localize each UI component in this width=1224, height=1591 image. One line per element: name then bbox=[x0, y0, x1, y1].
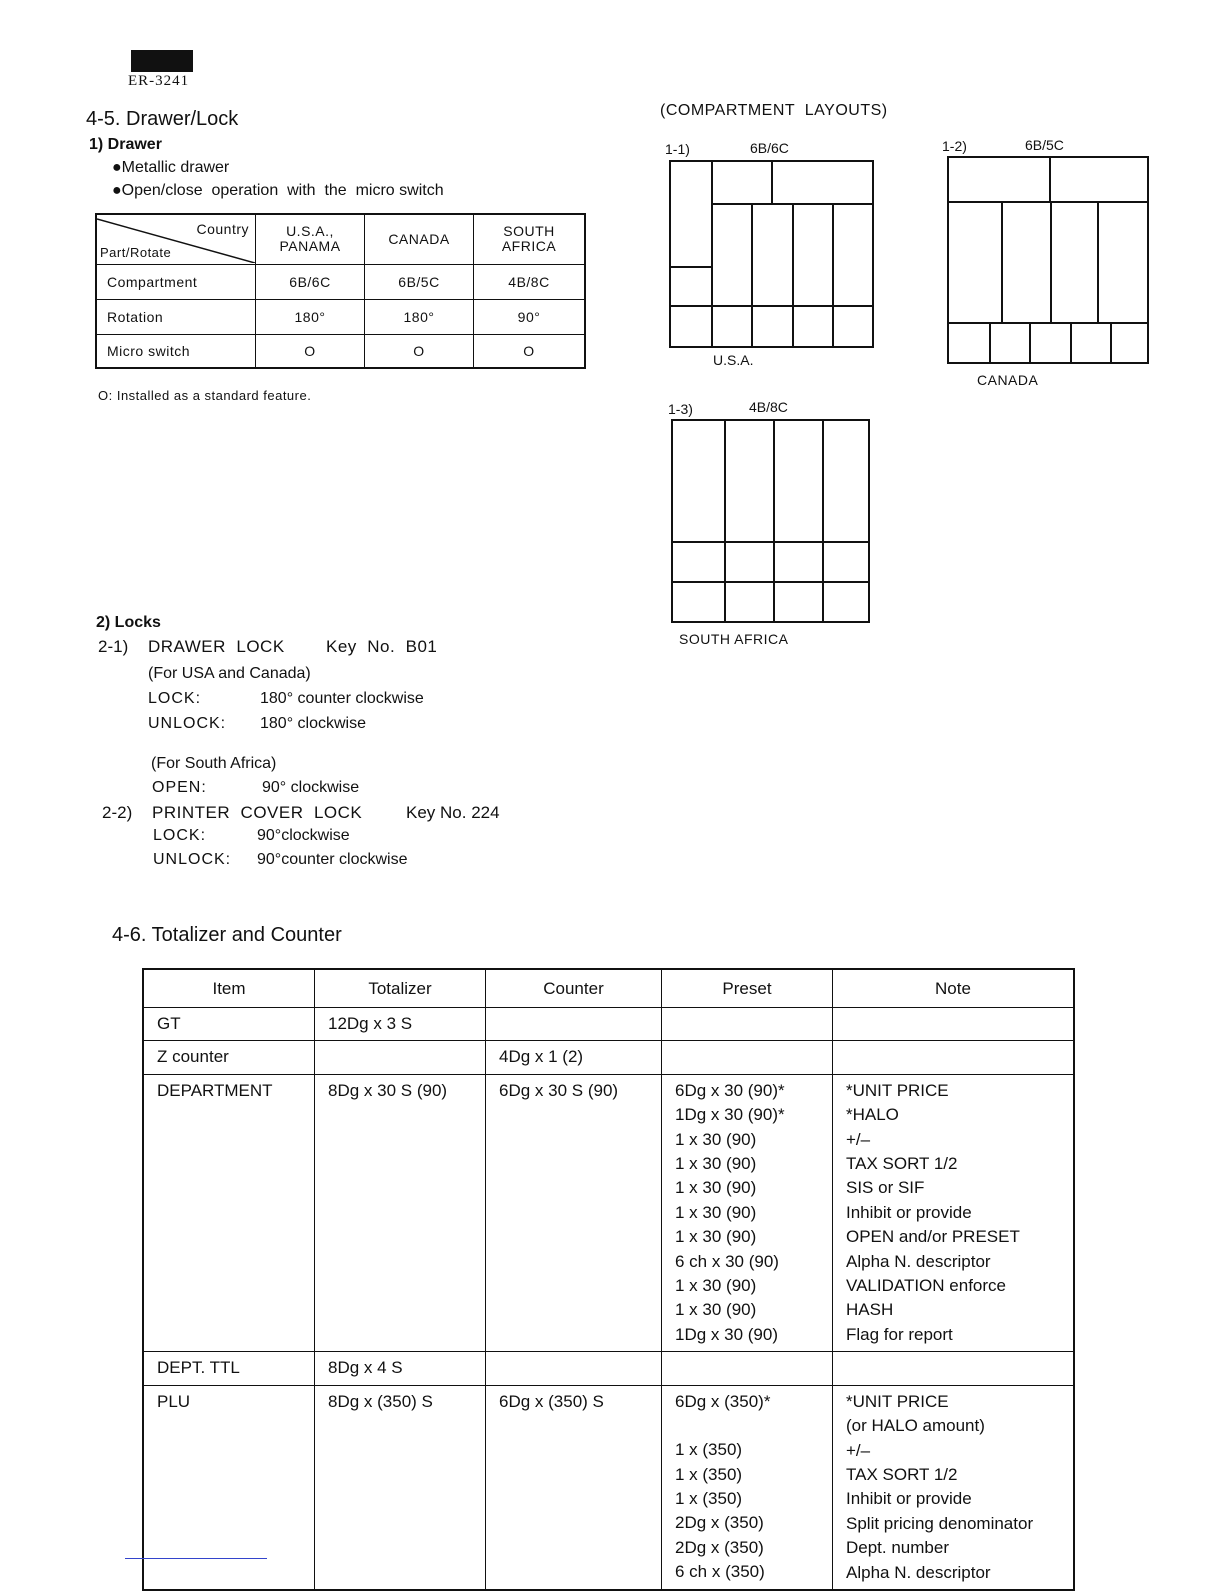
layout-usa-drawer bbox=[669, 160, 874, 348]
divider bbox=[711, 162, 713, 348]
preset-line: 2Dg x (350) bbox=[675, 1537, 764, 1557]
row-item: Z counter bbox=[143, 1041, 315, 1074]
row-item: DEPARTMENT bbox=[143, 1074, 315, 1351]
divider bbox=[724, 421, 726, 623]
divider bbox=[1110, 322, 1112, 364]
lock1-unlock-label: UNLOCK: bbox=[148, 715, 227, 732]
divider bbox=[673, 541, 870, 543]
divider bbox=[822, 421, 824, 623]
divider bbox=[989, 322, 991, 364]
note-line: VALIDATION enforce bbox=[846, 1276, 1006, 1296]
divider bbox=[673, 581, 870, 583]
row-preset bbox=[662, 1352, 833, 1385]
preset-line: 1 x 30 (90) bbox=[675, 1129, 757, 1149]
table-row bbox=[143, 1074, 1074, 1351]
divider bbox=[773, 421, 775, 623]
cell-value: 6B/6C bbox=[256, 264, 365, 299]
header-totalizer: Totalizer bbox=[315, 969, 486, 1008]
lock1-open-label: OPEN: bbox=[152, 779, 207, 796]
preset-line: 6 ch x 30 (90) bbox=[675, 1251, 779, 1271]
table-header-row bbox=[143, 969, 1074, 1008]
note-line: *HALO bbox=[846, 1105, 899, 1125]
table-row bbox=[96, 334, 585, 368]
header-preset: Preset bbox=[662, 969, 833, 1008]
lock1-unlock-value: 180° clockwise bbox=[260, 715, 366, 732]
row-item: PLU bbox=[143, 1385, 315, 1590]
preset-line: 1 x 30 (90) bbox=[675, 1276, 757, 1296]
note-line: OPEN and/or PRESET bbox=[846, 1227, 1020, 1247]
row-preset bbox=[662, 1385, 833, 1590]
layout3-code: 4B/8C bbox=[749, 399, 788, 415]
row-item: GT bbox=[143, 1008, 315, 1041]
note-line: TAX SORT 1/2 bbox=[846, 1464, 958, 1484]
preset-line: 1 x 30 (90) bbox=[675, 1202, 757, 1222]
note-line: Alpha N. descriptor bbox=[846, 1251, 991, 1271]
note-line: *UNIT PRICE bbox=[846, 1080, 949, 1100]
row-preset bbox=[662, 1041, 833, 1074]
note-line: Inhibit or provide bbox=[846, 1489, 972, 1509]
table-row bbox=[143, 1008, 1074, 1041]
note-line: Alpha N. descriptor bbox=[846, 1562, 991, 1582]
row-preset bbox=[662, 1008, 833, 1041]
row-note bbox=[833, 1008, 1075, 1041]
preset-line: 1Dg x 30 (90) bbox=[675, 1324, 778, 1344]
layout2-number: 1-2) bbox=[942, 138, 967, 154]
layout3-name: SOUTH AFRICA bbox=[679, 631, 789, 647]
row-label-rotation: Rotation bbox=[96, 299, 256, 334]
row-totalizer bbox=[315, 1041, 486, 1074]
lock1-open-value: 90° clockwise bbox=[262, 779, 360, 796]
divider bbox=[751, 203, 753, 348]
note-line: HASH bbox=[846, 1300, 894, 1320]
note-line: Inhibit or provide bbox=[846, 1202, 972, 1222]
preset-line: 2Dg x (350) bbox=[675, 1513, 764, 1533]
divider bbox=[671, 305, 874, 307]
preset-line: 1 x 30 (90) bbox=[675, 1178, 757, 1198]
preset-line: 6Dg x (350)* bbox=[675, 1391, 771, 1411]
corner-country-label: Country bbox=[196, 221, 249, 237]
note-line: Dept. number bbox=[846, 1538, 949, 1558]
preset-line: 1 x (350) bbox=[675, 1440, 743, 1460]
model-number: ER-3241 bbox=[128, 73, 190, 89]
preset-line: 6Dg x 30 (90)* bbox=[675, 1080, 785, 1100]
lock2-unlock-value: 90°counter clockwise bbox=[257, 851, 408, 868]
row-note bbox=[833, 1074, 1075, 1351]
layout1-code: 6B/6C bbox=[750, 140, 789, 156]
layout3-number: 1-3) bbox=[668, 401, 693, 417]
table-corner-cell bbox=[96, 214, 256, 264]
lock2-title: PRINTER COVER LOCK bbox=[152, 803, 363, 822]
divider bbox=[671, 266, 711, 268]
cell-value: 180° bbox=[256, 299, 365, 334]
note-line: +/– bbox=[846, 1129, 871, 1149]
row-counter: 4Dg x 1 (2) bbox=[486, 1041, 662, 1074]
divider bbox=[792, 203, 794, 348]
lock1-title: DRAWER LOCK bbox=[148, 637, 285, 656]
cell-value: 4B/8C bbox=[474, 264, 586, 299]
divider bbox=[1029, 322, 1031, 364]
divider bbox=[1097, 201, 1099, 323]
preset-spacer bbox=[675, 1414, 832, 1438]
header-item: Item bbox=[143, 969, 315, 1008]
note-line: +/– bbox=[846, 1440, 871, 1460]
table-row bbox=[96, 299, 585, 334]
note-line: Split pricing denominator bbox=[846, 1513, 1034, 1533]
row-counter bbox=[486, 1352, 662, 1385]
footer-rule bbox=[125, 1558, 267, 1559]
divider bbox=[949, 322, 1149, 324]
row-note bbox=[833, 1385, 1075, 1590]
totalizer-table bbox=[142, 968, 1075, 1591]
row-counter: 6Dg x 30 S (90) bbox=[486, 1074, 662, 1351]
cell-value: 6B/5C bbox=[365, 264, 474, 299]
table-header-row bbox=[96, 214, 585, 264]
cell-value: O bbox=[256, 334, 365, 368]
layout2-code: 6B/5C bbox=[1025, 137, 1064, 153]
table-footnote: O: Installed as a standard feature. bbox=[98, 388, 312, 403]
preset-line: 1Dg x 30 (90)* bbox=[675, 1105, 785, 1125]
preset-line: 1 x 30 (90) bbox=[675, 1227, 757, 1247]
section-title-4-6: 4-6. Totalizer and Counter bbox=[112, 924, 342, 946]
preset-line: 1 x 30 (90) bbox=[675, 1300, 757, 1320]
table-row bbox=[143, 1352, 1074, 1385]
lock2-lock-value: 90°clockwise bbox=[257, 827, 350, 844]
section-title-4-5: 4-5. Drawer/Lock bbox=[86, 108, 239, 130]
row-label-compartment: Compartment bbox=[96, 264, 256, 299]
row-note bbox=[833, 1041, 1075, 1074]
layout-canada-drawer bbox=[947, 156, 1149, 364]
divider bbox=[1050, 201, 1052, 323]
preset-line: 6 ch x (350) bbox=[675, 1562, 765, 1582]
note-line: SIS or SIF bbox=[846, 1178, 925, 1198]
note-line: TAX SORT 1/2 bbox=[846, 1154, 958, 1174]
lock2-unlock-label: UNLOCK: bbox=[153, 851, 232, 868]
country-south-africa: SOUTH AFRICA bbox=[474, 214, 586, 264]
drawer-heading: 1) Drawer bbox=[89, 136, 162, 153]
lock1-key: Key No. B01 bbox=[326, 637, 438, 656]
lock2-key: Key No. 224 bbox=[406, 803, 500, 822]
preset-line: 1 x (350) bbox=[675, 1488, 743, 1508]
row-counter: 6Dg x (350) S bbox=[486, 1385, 662, 1590]
lock1-lock-value: 180° counter clockwise bbox=[260, 690, 424, 707]
lock2-lock-label: LOCK: bbox=[153, 827, 207, 844]
note-line: (or HALO amount) bbox=[846, 1416, 985, 1436]
note-line: *UNIT PRICE bbox=[846, 1391, 949, 1411]
cell-value: O bbox=[474, 334, 586, 368]
row-note bbox=[833, 1352, 1075, 1385]
layout1-number: 1-1) bbox=[665, 141, 690, 157]
header-counter: Counter bbox=[486, 969, 662, 1008]
layout2-name: CANADA bbox=[977, 372, 1039, 388]
lock1-for-south-africa: (For South Africa) bbox=[151, 755, 277, 772]
drawer-bullet-2: ●Open/close operation with the micro switch bbox=[112, 182, 444, 199]
lock2-number: 2-2) bbox=[102, 803, 133, 822]
divider bbox=[771, 162, 773, 204]
row-totalizer: 8Dg x 4 S bbox=[315, 1352, 486, 1385]
preset-line: 1 x 30 (90) bbox=[675, 1154, 757, 1174]
row-item: DEPT. TTL bbox=[143, 1352, 315, 1385]
lock1-number: 2-1) bbox=[98, 637, 129, 656]
row-label-micro-switch: Micro switch bbox=[96, 334, 256, 368]
header-black-bar bbox=[131, 50, 193, 72]
layout-south-africa-drawer bbox=[671, 419, 870, 623]
cell-value: 180° bbox=[365, 299, 474, 334]
table-row bbox=[143, 1385, 1074, 1590]
drawer-spec-table bbox=[95, 213, 586, 369]
row-counter bbox=[486, 1008, 662, 1041]
divider bbox=[1049, 158, 1051, 202]
compartment-layouts-title: (COMPARTMENT LAYOUTS) bbox=[660, 102, 888, 119]
note-line: Flag for report bbox=[846, 1324, 953, 1344]
header-note: Note bbox=[833, 969, 1075, 1008]
country-usa: U.S.A., PANAMA bbox=[256, 214, 365, 264]
drawer-bullet-1: ●Metallic drawer bbox=[112, 159, 230, 176]
lock1-for-usa: (For USA and Canada) bbox=[148, 665, 311, 682]
table-row bbox=[143, 1041, 1074, 1074]
divider bbox=[949, 201, 1149, 203]
preset-line: 1 x (350) bbox=[675, 1464, 743, 1484]
row-totalizer: 8Dg x (350) S bbox=[315, 1385, 486, 1590]
country-canada: CANADA bbox=[365, 214, 474, 264]
row-preset bbox=[662, 1074, 833, 1351]
locks-heading: 2) Locks bbox=[96, 614, 161, 631]
table-row bbox=[96, 264, 585, 299]
layout1-name: U.S.A. bbox=[713, 352, 754, 368]
cell-value: O bbox=[365, 334, 474, 368]
row-totalizer: 12Dg x 3 S bbox=[315, 1008, 486, 1041]
corner-part-label: Part/Rotate bbox=[100, 244, 172, 260]
cell-value: 90° bbox=[474, 299, 586, 334]
lock1-lock-label: LOCK: bbox=[148, 690, 202, 707]
divider bbox=[1070, 322, 1072, 364]
row-totalizer: 8Dg x 30 S (90) bbox=[315, 1074, 486, 1351]
divider bbox=[832, 203, 834, 348]
divider bbox=[1001, 201, 1003, 323]
